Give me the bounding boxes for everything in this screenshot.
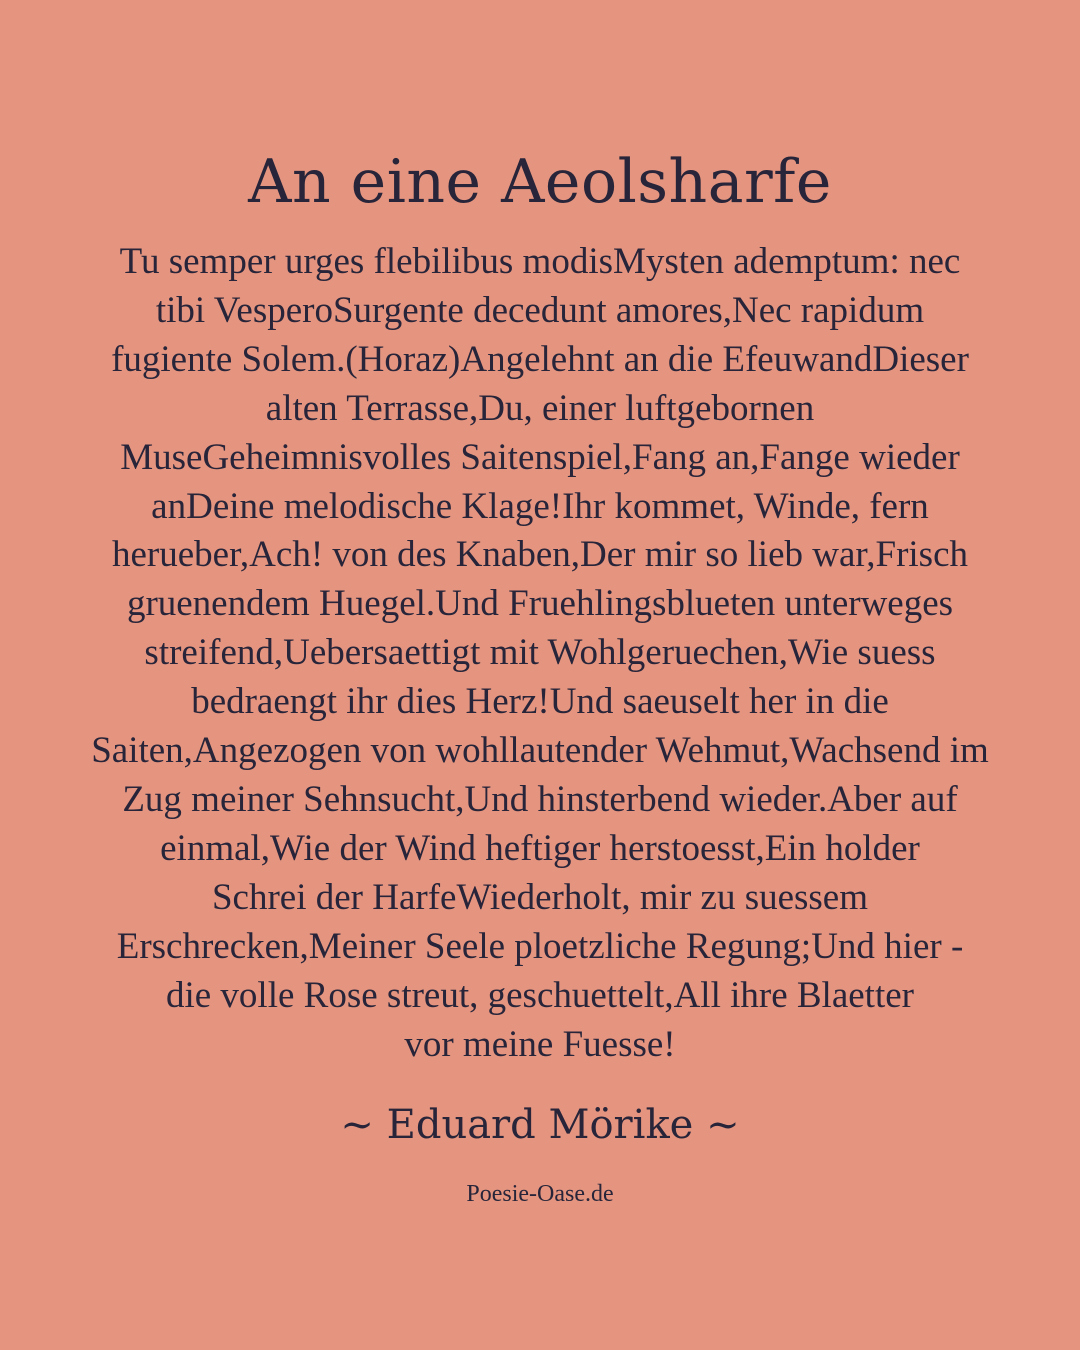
poem-line: Schrei der HarfeWiederholt, mir zu suessem [211, 876, 869, 918]
author-name: ~ Eduard Mörike ~ [340, 1102, 740, 1148]
poem-line: gruenendem Huegel.Und Fruehlingsblueten unterweges [126, 583, 954, 625]
poem-line: die volle Rose streut, geschuettelt,All ihre Blaetter [165, 974, 914, 1016]
poem-line: einmal,Wie der Wind heftiger herstoesst,Ein holder [160, 827, 920, 869]
poem-line: anDeine melodische Klage!Ihr kommet, Winde, fern [151, 485, 929, 527]
poem-line: fugiente Solem.(Horaz)Angelehnt an die EfeuwandDieser [111, 338, 969, 380]
poem-line: Erschrecken,Meiner Seele ploetzliche Regung;Und hier - [116, 925, 964, 967]
poem-line: MuseGeheimnisvolles Saitenspiel,Fang an,Fange wieder [120, 436, 960, 478]
site-credit: Poesie-Oase.de [466, 1181, 614, 1207]
poem-line: Tu semper urges flebilibus modisMysten ademptum: nec [119, 241, 961, 282]
poem-title: An eine Aeolsharfe [248, 147, 832, 217]
poem-line: alten Terrasse,Du, einer luftgebornen [265, 387, 815, 429]
poem-line: vor meine Fuesse! [404, 1023, 676, 1065]
poem-line: tibi VesperoSurgente decedunt amores,Nec rapidum [155, 289, 925, 331]
poem-line: Zug meiner Sehnsucht,Und hinsterbend wieder.Aber auf [122, 778, 958, 820]
poem-line: herueber,Ach! von des Knaben,Der mir so lieb war,Frisch [112, 534, 968, 576]
poem-body [0, 238, 1080, 1069]
poem-line: streifend,Uebersaettigt mit Wohlgeruechen,Wie suess [144, 632, 936, 674]
poem-line: Saiten,Angezogen von wohllautender Wehmut,Wachsend im [91, 730, 989, 772]
poem-line: bedraengt ihr dies Herz!Und saeuselt her in die [191, 681, 889, 723]
